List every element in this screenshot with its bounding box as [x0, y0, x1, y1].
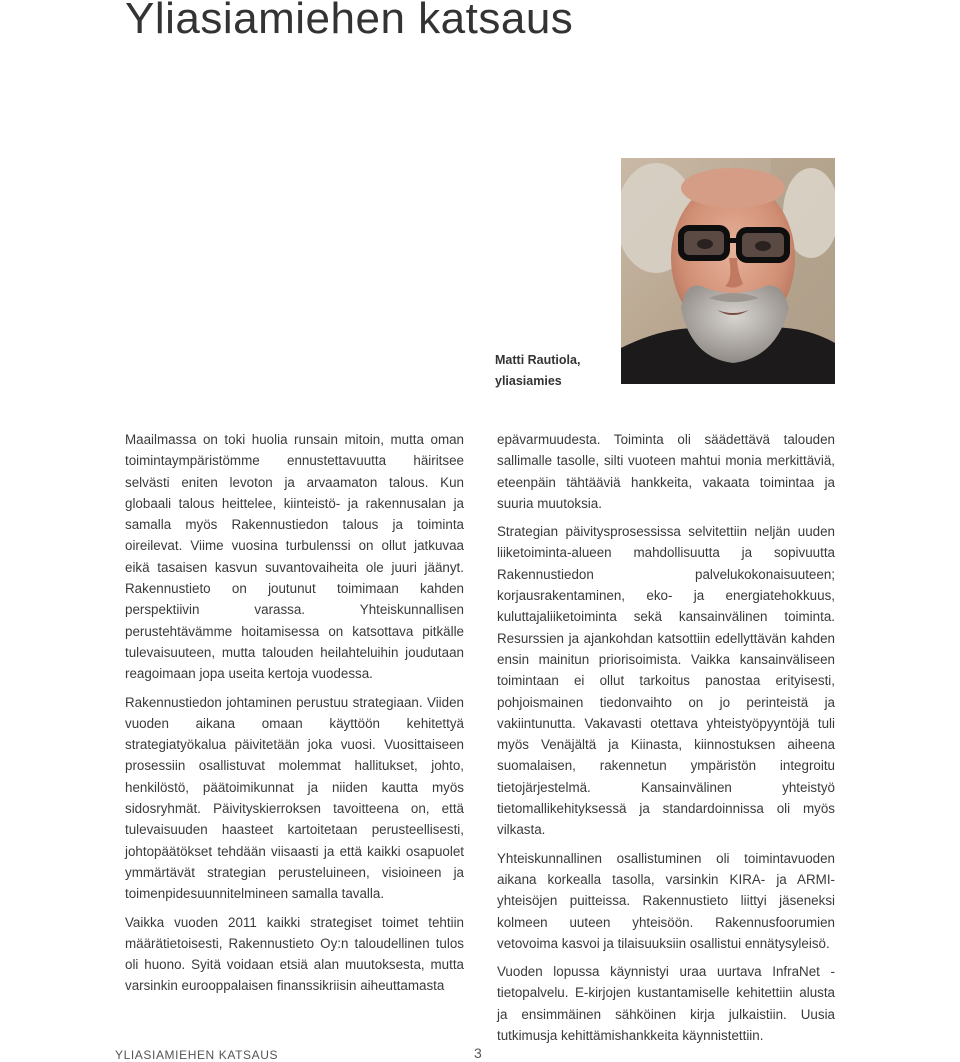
portrait-photo — [621, 158, 835, 384]
page-number: 3 — [474, 1045, 482, 1061]
caption-name: Matti Rautiola, — [495, 353, 581, 367]
paragraph: Strategian päivitysprosessissa selvitettiin neljän uuden liiketoiminta-alueen mahdollisuutta ja sopivuutta Rakennustiedon palvelukokonaisuuteen; korjausrakentaminen, eko- ja energiatehokkuus, kuluttajaliiketoiminta sekä kansainvälinen toiminta. Resurssien ja ajankohdan katsottiin edellyttävän kahden ensin mainitun priorisoimista. Vaikka kansainväliseen toimintaan ei ollut tarkoitus panostaa erityisesti, pohjoismainen tiedonvaihto on jo perinteistä ja vakiintunutta. Vakavasti otettava yhteistyöpyyntöjä tuli myös Venäjältä ja Kiinasta, kiinnostuksen aiheena suomalaisen, rakennetun ympäristön integroitu tietojärjestelmä. Kansainvälinen yhteistyö tietomallikehityksessä ja standardoinnissa oli myös vilkasta. — [497, 524, 835, 838]
left-text-column — [125, 429, 464, 1004]
caption-role: yliasiamies — [495, 374, 562, 388]
right-text-column — [497, 429, 835, 1053]
paragraph: Rakennustiedon johtaminen perustuu strategiaan. Viiden vuoden aikana omaan käyttöön kehitettyä strategiatyökalua päivitetään joka vuosi. Vuosittaiseen prosessiin osallistuvat molemmat hallitukset, johto, henkilöstö, päätoimikunnat ja niiden kautta myös sidosryhmät. Päivityskierroksen tavoitteena on, että tulevaisuuden haasteet kartoitetaan perusteellisesti, johtopäätökset tehdään viisaasti ja että kaikki osapuolet ymmärtävät strategian perusteluineen, visioineen ja toimenpidesuunnitelmineen samalla tavalla. — [125, 694, 464, 902]
paragraph: epävarmuudesta. Toiminta oli säädettävä talouden sallimalle tasolle, silti vuoteen mahtui monia merkittäviä, eteenpäin tähtääviä hankkeita, vakaata toimintaa ja suuria muutoksia. — [497, 432, 835, 511]
footer-section-label: YLIASIAMIEHEN KATSAUS — [115, 1048, 279, 1062]
page-title: Yliasiamiehen katsaus — [125, 0, 574, 43]
paragraph: Vuoden lopussa käynnistyi uraa uurtava InfraNet -tietopalvelu. E-kirjojen kustantamiselle kehitettiin alusta ja ensimmäinen sähköinen kirja julkaistiin. Uusia tutkimusja kehittämishankkeita käynnistettiin. — [497, 964, 835, 1044]
paragraph: Maailmassa on toki huolia runsain mitoin, mutta oman toimintaympäristömme ennustettavuutta häiritsee selvästi eniten levoton ja arvaamaton talous. Kun globaali talous heittelee, kiinteistö- ja rakennusalan ja samalla myös Rakennustiedon talous ja toiminta oireilevat. Viime vuosina turbulenssi on ollut jatkuvaa eikä tasaisen kasvun suvantovaiheita ole juuri jäänyt. Rakennustieto on joutunut toimimaan kahden perspektiivin varassa. Yhteiskunnallisen perustehtävämme hoitamisessa on katsottava pitkälle tulevaisuuteen, mutta talouden heilahteluihin joudutaan reagoimaan jopa useita kertoja vuodessa. — [125, 432, 464, 682]
paragraph: Vaikka vuoden 2011 kaikki strategiset toimet tehtiin määrätietoisesti, Rakennustieto Oy:n taloudellinen tulos oli huono. Syitä voidaan etsiä alan muutoksesta, mutta varsinkin eurooppalaisen finanssikriisin aiheuttamasta — [125, 914, 464, 994]
paragraph: Yhteiskunnallinen osallistuminen oli toimintavuoden aikana korkealla tasolla, varsinkin KIRA- ja ARMI-yhteisöjen puitteissa. Rakennustieto liittyi jäseneksi kolmeen uuteen yhteisöön. Rakennusfoorumien vetovoima kasvoi ja tilaisuuksiin osallistui ennätysyleisö. — [497, 850, 835, 951]
photo-caption — [495, 350, 580, 392]
